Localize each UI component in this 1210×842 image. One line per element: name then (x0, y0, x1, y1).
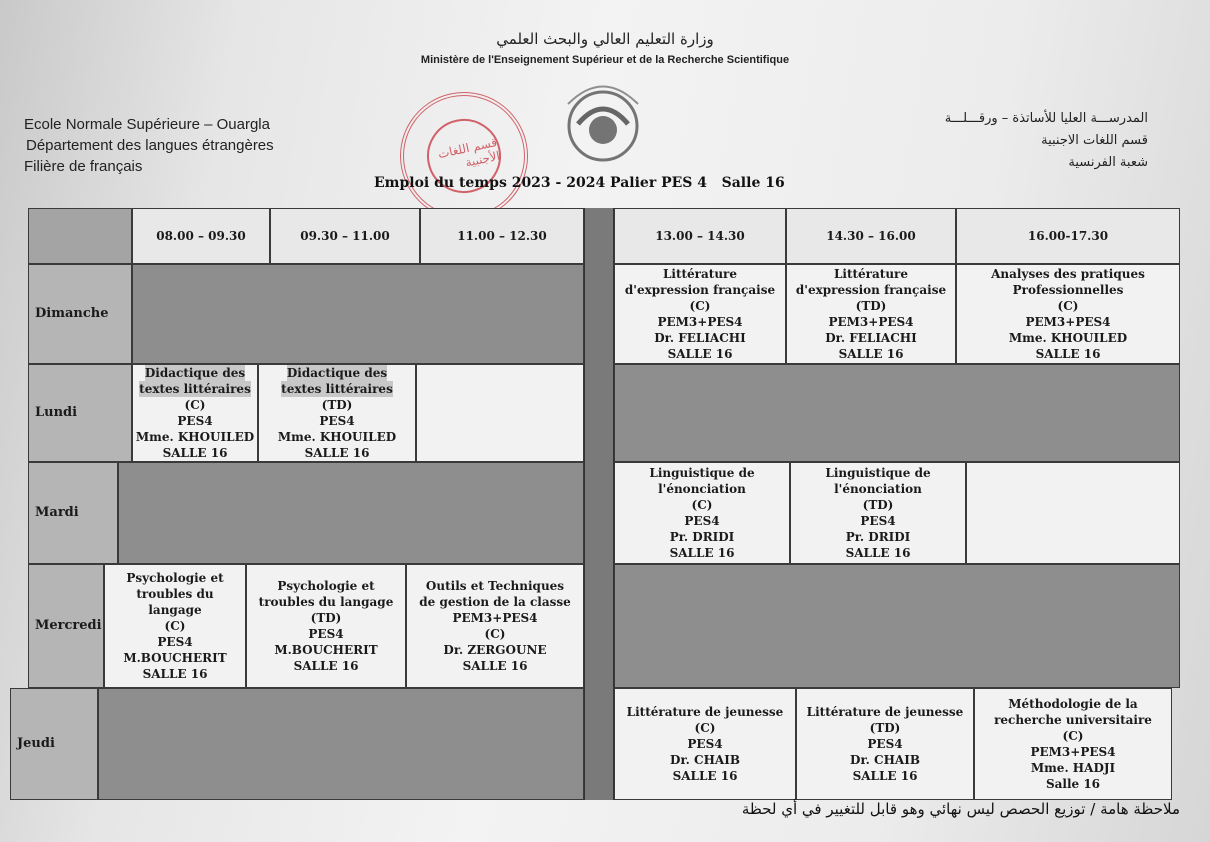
course-line: (TD) (321, 398, 353, 412)
footer-note: ملاحظة هامة / توزيع الحصص ليس نهائي وهو قابل للتغيير في أي لحظة (741, 800, 1180, 818)
course-line: (C) (689, 299, 711, 313)
course-line: (C) (184, 398, 206, 412)
day-lundi: Lundi (28, 364, 132, 462)
day-mercredi: Mercredi (28, 564, 104, 688)
course-line: Didactique des (286, 366, 388, 380)
empty-morning (132, 264, 584, 364)
course-cell (258, 364, 416, 462)
course-line: SALLE 16 (304, 446, 370, 460)
course-line: Pr. DRIDI (845, 530, 911, 544)
ministry-arabic: وزارة التعليم العالي والبحث العلمي (496, 30, 714, 48)
course-line: Outils et Techniques (425, 579, 565, 593)
course-line: SALLE 16 (293, 659, 359, 673)
time-slot-5: 14.30 – 16.00 (786, 208, 956, 264)
course-line: SALLE 16 (852, 769, 918, 783)
empty-afternoon (614, 564, 1180, 688)
course-cell (614, 264, 786, 364)
filiere-name-ar: شعبة الفرنسية (1068, 155, 1148, 170)
course-line: (C) (694, 721, 716, 735)
course-line: SALLE 16 (162, 446, 228, 460)
timetable-title: Emploi du temps 2023 - 2024 Palier PES 4 Salle 16 (374, 175, 785, 191)
institution-french-block (24, 114, 274, 177)
day-mardi: Mardi (28, 462, 118, 564)
course-line: l'énonciation (658, 482, 746, 496)
empty-cell (416, 364, 584, 462)
course-line: d'expression française (624, 283, 776, 297)
course-line: (C) (164, 619, 186, 633)
course-line: Littérature (662, 267, 738, 281)
time-slot-6: 16.00-17.30 (956, 208, 1180, 264)
course-line: Mme. KHOUILED (277, 430, 397, 444)
course-line: Méthodologie de la (1008, 697, 1138, 711)
course-line: Littérature (833, 267, 909, 281)
course-cell (790, 462, 966, 564)
empty-cell (966, 462, 1180, 564)
lunch-separator (584, 208, 614, 800)
course-line: Psychologie et (277, 579, 375, 593)
course-cell (974, 688, 1172, 800)
institution-arabic-block (945, 108, 1148, 174)
course-line: PES4 (860, 514, 896, 528)
course-line: SALLE 16 (838, 347, 904, 361)
stamp-text: قسم اللغات الأجنبية (420, 112, 508, 200)
course-line: Littérature de jeunesse (626, 705, 784, 719)
course-line: Psychologie et (126, 571, 224, 585)
department-name-fr: Département des langues étrangères (26, 137, 274, 154)
course-cell (796, 688, 974, 800)
course-line: PES4 (684, 514, 720, 528)
course-cell (132, 364, 258, 462)
filiere-name-fr: Filière de français (24, 158, 143, 175)
day-dimanche: Dimanche (28, 264, 132, 364)
course-line: troubles du langage (258, 595, 394, 609)
course-line: (C) (1057, 299, 1079, 313)
course-line: Littérature de jeunesse (806, 705, 964, 719)
course-line: Pr. DRIDI (669, 530, 735, 544)
course-line: Mme. HADJI (1030, 761, 1116, 775)
course-line: SALLE 16 (667, 347, 733, 361)
course-line: de gestion de la classe (419, 595, 571, 609)
course-line: Dr. CHAIB (850, 753, 920, 767)
course-line: troubles du (136, 587, 214, 601)
course-line: (TD) (862, 498, 894, 512)
course-cell (956, 264, 1180, 364)
course-line: SALLE 16 (669, 546, 735, 560)
course-line: M.BOUCHERIT (274, 643, 378, 657)
course-cell (786, 264, 956, 364)
course-cell (614, 462, 790, 564)
course-line: SALLE 16 (462, 659, 528, 673)
course-line: Dr. FELIACHI (825, 331, 917, 345)
course-line: Dr. ZERGOUNE (443, 643, 547, 657)
ministry-french: Ministère de l'Enseignement Supérieur et de la Recherche Scientifique (420, 54, 790, 66)
course-line: (C) (1062, 729, 1084, 743)
course-cell (614, 688, 796, 800)
time-slot-4: 13.00 – 14.30 (614, 208, 786, 264)
course-line: PES4 (308, 627, 344, 641)
course-line: l'énonciation (834, 482, 922, 496)
course-line: SALLE 16 (845, 546, 911, 560)
course-line: textes littéraires (139, 382, 251, 396)
course-line: langage (148, 603, 202, 617)
course-line: PEM3+PES4 (657, 315, 743, 329)
course-line: (C) (484, 627, 506, 641)
school-logo-icon (548, 64, 658, 174)
course-line: Professionnelles (1012, 283, 1124, 297)
course-line: PEM3+PES4 (452, 611, 538, 625)
day-jeudi: Jeudi (10, 688, 98, 800)
course-cell (104, 564, 246, 688)
school-name-ar: المدرســـة العليا للأساتذة – ورقـــلـــة (944, 111, 1148, 126)
course-line: PES4 (319, 414, 355, 428)
empty-morning (98, 688, 584, 800)
course-line: Linguistique de (649, 466, 755, 480)
department-name-ar: قسم اللغات الاجنبية (1041, 133, 1148, 148)
course-line: SALLE 16 (672, 769, 738, 783)
course-line: Linguistique de (825, 466, 931, 480)
course-line: (TD) (855, 299, 887, 313)
course-line: Didactique des (144, 366, 246, 380)
course-line: PES4 (867, 737, 903, 751)
course-line: Dr. CHAIB (670, 753, 740, 767)
course-line: Mme. KHOUILED (135, 430, 255, 444)
course-line: PES4 (177, 414, 213, 428)
course-cell (246, 564, 406, 688)
course-line: PEM3+PES4 (1025, 315, 1111, 329)
time-slot-1: 08.00 – 09.30 (132, 208, 270, 264)
time-slot-3: 11.00 – 12.30 (420, 208, 584, 264)
empty-afternoon (614, 364, 1180, 462)
corner-cell (28, 208, 132, 264)
course-line: recherche universitaire (994, 713, 1152, 727)
school-name-fr: Ecole Normale Supérieure – Ouargla (24, 116, 270, 133)
course-line: (TD) (310, 611, 342, 625)
course-line: (C) (691, 498, 713, 512)
course-line: (TD) (869, 721, 901, 735)
course-line: PEM3+PES4 (828, 315, 914, 329)
course-line: SALLE 16 (1035, 347, 1101, 361)
course-line: Dr. FELIACHI (654, 331, 746, 345)
course-line: PES4 (687, 737, 723, 751)
course-line: PEM3+PES4 (1030, 745, 1116, 759)
course-line: Salle 16 (1045, 777, 1101, 791)
time-slot-2: 09.30 – 11.00 (270, 208, 420, 264)
course-line: PES4 (157, 635, 193, 649)
course-line: SALLE 16 (142, 667, 208, 681)
empty-morning (118, 462, 584, 564)
course-cell (406, 564, 584, 688)
course-line: Mme. KHOUILED (1008, 331, 1128, 345)
course-line: d'expression française (795, 283, 947, 297)
course-line: textes littéraires (281, 382, 393, 396)
course-line: M.BOUCHERIT (123, 651, 227, 665)
course-line: Analyses des pratiques (991, 267, 1145, 281)
timetable (17, 208, 1180, 800)
